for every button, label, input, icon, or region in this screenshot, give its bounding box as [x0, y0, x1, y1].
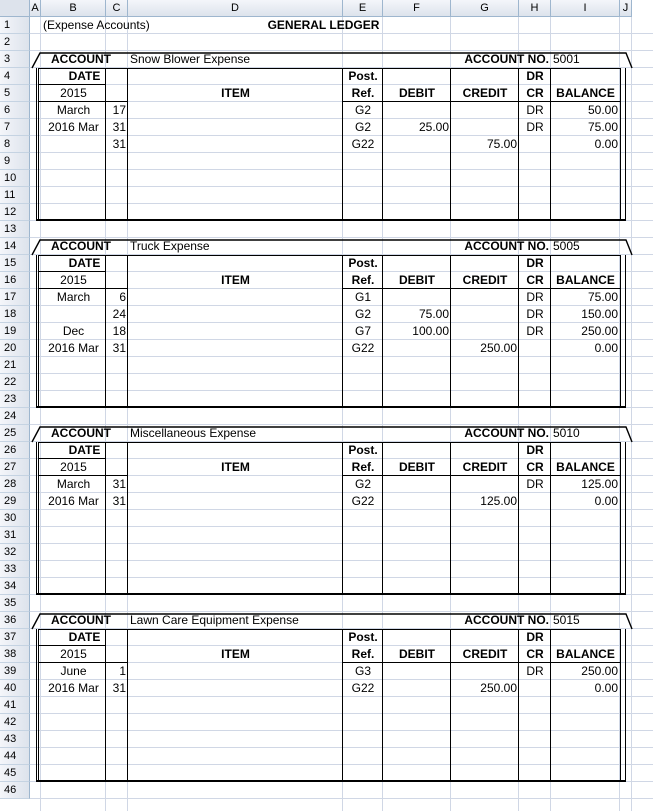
entry-month[interactable]: Dec	[62, 324, 85, 338]
column-header-d[interactable]: D	[128, 0, 343, 17]
ledger-border	[518, 255, 519, 406]
ledger-border	[342, 288, 620, 289]
account-name[interactable]: Truck Expense	[130, 239, 210, 253]
sheet-title[interactable]: GENERAL LEDGER	[267, 18, 380, 32]
entry-drcr[interactable]: DR	[526, 664, 544, 678]
entry-post-ref[interactable]: G22	[351, 341, 375, 355]
row-header[interactable]: 28	[0, 476, 30, 493]
ledger-border	[342, 101, 620, 102]
row-header[interactable]: 34	[0, 578, 30, 595]
entry-balance[interactable]: 75.00	[587, 290, 618, 304]
ledger-border	[620, 68, 621, 221]
entry-day[interactable]: 24	[112, 307, 126, 321]
ledger-border	[550, 255, 551, 406]
row-header[interactable]: 5	[0, 85, 30, 102]
entry-balance[interactable]: 0.00	[594, 137, 618, 151]
row-header[interactable]: 39	[0, 663, 30, 680]
ledger-border	[382, 442, 383, 593]
year-cell[interactable]: 2015	[60, 647, 87, 661]
row-header[interactable]: 35	[0, 595, 30, 612]
row-header[interactable]: 8	[0, 136, 30, 153]
ledger-border	[36, 442, 37, 595]
row-header[interactable]: 30	[0, 510, 30, 527]
row-header[interactable]: 43	[0, 731, 30, 748]
post-header[interactable]: Post.	[348, 69, 378, 83]
row-header[interactable]: 32	[0, 544, 30, 561]
entry-post-ref[interactable]: G7	[354, 324, 371, 338]
account-number[interactable]: 5015	[553, 613, 580, 627]
sheet-subtitle[interactable]: (Expense Accounts)	[43, 18, 150, 32]
entry-debit[interactable]: 100.00	[412, 324, 449, 338]
row-header[interactable]: 20	[0, 340, 30, 357]
ledger-border	[36, 406, 626, 408]
entry-day[interactable]: 31	[112, 137, 126, 151]
row-header[interactable]: 10	[0, 170, 30, 187]
ledger-border	[342, 442, 343, 593]
entry-post-ref[interactable]: G22	[351, 137, 375, 151]
ledger-border	[625, 68, 626, 221]
ref-header[interactable]: Ref.	[351, 86, 375, 100]
column-header-i[interactable]: I	[551, 0, 620, 17]
cr-header[interactable]: CR	[526, 460, 544, 474]
credit-header[interactable]: CREDIT	[462, 460, 508, 474]
entry-day[interactable]: 18	[112, 324, 126, 338]
ledger-border	[620, 255, 621, 408]
row-header[interactable]: 18	[0, 306, 30, 323]
row-header[interactable]: 12	[0, 204, 30, 221]
column-header-a[interactable]: A	[30, 0, 41, 17]
row-header[interactable]: 4	[0, 68, 30, 85]
row-header[interactable]: 26	[0, 442, 30, 459]
entry-balance[interactable]: 0.00	[594, 341, 618, 355]
entry-balance[interactable]: 0.00	[594, 681, 618, 695]
ledger-border	[450, 255, 451, 406]
debit-header[interactable]: DEBIT	[399, 647, 435, 661]
item-header[interactable]: ITEM	[221, 460, 250, 474]
entry-balance[interactable]: 150.00	[581, 307, 618, 321]
debit-header[interactable]: DEBIT	[399, 273, 435, 287]
column-header-b[interactable]: B	[41, 0, 106, 17]
ledger-border	[550, 68, 551, 219]
column-header-f[interactable]: F	[383, 0, 451, 17]
row-header[interactable]: 29	[0, 493, 30, 510]
entry-balance[interactable]: 50.00	[587, 103, 618, 117]
ledger-border	[382, 255, 383, 406]
entry-post-ref[interactable]: G1	[354, 290, 371, 304]
ledger-border	[38, 255, 620, 256]
ledger-border	[127, 442, 128, 593]
ref-header[interactable]: Ref.	[351, 647, 375, 661]
cr-header[interactable]: CR	[526, 273, 544, 287]
column-header-c[interactable]: C	[106, 0, 128, 17]
row-header[interactable]: 9	[0, 153, 30, 170]
row-header[interactable]: 7	[0, 119, 30, 136]
ledger-border	[625, 255, 626, 408]
date-header[interactable]: DATE	[68, 630, 101, 644]
entry-post-ref[interactable]: G22	[351, 681, 375, 695]
ref-header[interactable]: Ref.	[351, 460, 375, 474]
entry-debit[interactable]: 75.00	[418, 307, 449, 321]
account-name[interactable]: Miscellaneous Expense	[130, 426, 257, 440]
row-header[interactable]: 25	[0, 425, 30, 442]
account-label[interactable]: ACCOUNT	[51, 52, 111, 66]
account-number-label[interactable]: ACCOUNT NO.	[464, 426, 549, 440]
account-number[interactable]: 5001	[553, 52, 580, 66]
entry-day[interactable]: 31	[112, 681, 126, 695]
row-header[interactable]: 14	[0, 238, 30, 255]
row-header[interactable]: 46	[0, 782, 30, 799]
entry-balance[interactable]: 75.00	[587, 120, 618, 134]
account-name[interactable]: Snow Blower Expense	[130, 52, 251, 66]
ledger-border	[38, 288, 128, 289]
debit-header[interactable]: DEBIT	[399, 86, 435, 100]
row-header[interactable]: 22	[0, 374, 30, 391]
account-label[interactable]: ACCOUNT	[51, 613, 111, 627]
row-header[interactable]: 19	[0, 323, 30, 340]
select-all-corner[interactable]	[0, 0, 30, 17]
ledger-border	[38, 84, 106, 85]
ledger-border	[38, 442, 620, 443]
ledger-border	[38, 458, 106, 459]
entry-post-ref[interactable]: G2	[354, 477, 371, 491]
ledger-border	[382, 629, 383, 780]
ledger-border	[518, 442, 519, 593]
year-cell[interactable]: 2015	[60, 86, 87, 100]
row-header[interactable]: 17	[0, 289, 30, 306]
row-header[interactable]: 23	[0, 391, 30, 408]
entry-month[interactable]: March	[56, 290, 91, 304]
account-label[interactable]: ACCOUNT	[51, 426, 111, 440]
ledger-border	[342, 68, 343, 219]
entry-day[interactable]: 31	[112, 494, 126, 508]
entry-day[interactable]: 31	[112, 477, 126, 491]
ledger-border	[620, 442, 621, 595]
row-header[interactable]: 3	[0, 51, 30, 68]
ledger-border	[38, 629, 39, 782]
account-number-label[interactable]: ACCOUNT NO.	[464, 239, 549, 253]
account-number-label[interactable]: ACCOUNT NO.	[464, 52, 549, 66]
row-header[interactable]: 13	[0, 221, 30, 238]
row-header[interactable]: 40	[0, 680, 30, 697]
row-header[interactable]: 37	[0, 629, 30, 646]
ledger-border	[38, 68, 620, 69]
entry-credit[interactable]: 75.00	[486, 137, 517, 151]
ledger-border	[36, 629, 37, 782]
date-header[interactable]: DATE	[68, 443, 101, 457]
row-header[interactable]: 33	[0, 561, 30, 578]
entry-credit[interactable]: 125.00	[480, 494, 517, 508]
credit-header[interactable]: CREDIT	[462, 647, 508, 661]
ledger-border	[550, 629, 551, 780]
ledger-border	[105, 442, 106, 593]
year-cell[interactable]: 2015	[60, 460, 87, 474]
entry-drcr[interactable]: DR	[526, 307, 544, 321]
ledger-border	[38, 645, 106, 646]
item-header[interactable]: ITEM	[221, 273, 250, 287]
year-cell[interactable]: 2015	[60, 273, 87, 287]
ledger-border	[342, 629, 343, 780]
debit-header[interactable]: DEBIT	[399, 460, 435, 474]
ledger-border	[38, 629, 620, 630]
ledger-border	[518, 68, 519, 219]
entry-day[interactable]: 1	[119, 664, 126, 678]
entry-drcr[interactable]: DR	[526, 477, 544, 491]
dr-header[interactable]: DR	[526, 69, 544, 83]
row-header[interactable]: 1	[0, 17, 30, 34]
entry-day[interactable]: 6	[119, 290, 126, 304]
entry-month[interactable]: 2016 Mar	[48, 681, 99, 695]
account-number[interactable]: 5005	[553, 239, 580, 253]
row-header[interactable]: 21	[0, 357, 30, 374]
credit-header[interactable]: CREDIT	[462, 273, 508, 287]
ledger-border	[518, 629, 519, 780]
entry-balance[interactable]: 250.00	[581, 664, 618, 678]
ledger-border	[342, 475, 620, 476]
gridline-col	[631, 17, 632, 811]
ref-header[interactable]: Ref.	[351, 273, 375, 287]
ledger-border	[450, 629, 451, 780]
column-header-h[interactable]: H	[519, 0, 551, 17]
ledger-border	[105, 68, 106, 219]
ledger-border	[127, 255, 128, 406]
ledger-border	[625, 442, 626, 595]
entry-post-ref[interactable]: G3	[354, 664, 371, 678]
row-header[interactable]: 11	[0, 187, 30, 204]
entry-drcr[interactable]: DR	[526, 324, 544, 338]
balance-header[interactable]: BALANCE	[556, 86, 615, 100]
ledger-border	[550, 442, 551, 593]
ledger-border	[36, 68, 37, 221]
entry-day[interactable]: 31	[112, 120, 126, 134]
ledger-border	[105, 255, 106, 406]
date-header[interactable]: DATE	[68, 69, 101, 83]
row-header[interactable]: 38	[0, 646, 30, 663]
ledger-border	[127, 629, 128, 780]
row-header[interactable]: 15	[0, 255, 30, 272]
row-header[interactable]: 6	[0, 102, 30, 119]
row-header[interactable]: 44	[0, 748, 30, 765]
cr-header[interactable]: CR	[526, 86, 544, 100]
ledger-border	[127, 68, 128, 219]
ledger-border	[36, 219, 626, 221]
ledger-border	[450, 442, 451, 593]
row-header[interactable]: 27	[0, 459, 30, 476]
dr-header[interactable]: DR	[526, 630, 544, 644]
ledger-border	[38, 101, 128, 102]
row-header[interactable]: 36	[0, 612, 30, 629]
cr-header[interactable]: CR	[526, 647, 544, 661]
column-header-e[interactable]: E	[343, 0, 383, 17]
dr-header[interactable]: DR	[526, 443, 544, 457]
ledger-border	[38, 475, 128, 476]
row-header[interactable]: 41	[0, 697, 30, 714]
date-header[interactable]: DATE	[68, 256, 101, 270]
balance-header[interactable]: BALANCE	[556, 273, 615, 287]
ledger-border	[36, 255, 37, 408]
ledger-border	[38, 271, 106, 272]
entry-drcr[interactable]: DR	[526, 103, 544, 117]
entry-drcr[interactable]: DR	[526, 290, 544, 304]
ledger-border	[38, 442, 39, 595]
account-number-label[interactable]: ACCOUNT NO.	[464, 613, 549, 627]
post-header[interactable]: Post.	[348, 256, 378, 270]
ledger-border	[342, 662, 620, 663]
ledger-border	[105, 629, 106, 780]
entry-balance[interactable]: 250.00	[581, 324, 618, 338]
row-header[interactable]: 24	[0, 408, 30, 425]
entry-balance[interactable]: 0.00	[594, 494, 618, 508]
ledger-border	[625, 629, 626, 782]
entry-debit[interactable]: 25.00	[418, 120, 449, 134]
row-header[interactable]: 45	[0, 765, 30, 782]
balance-header[interactable]: BALANCE	[556, 647, 615, 661]
dr-header[interactable]: DR	[526, 256, 544, 270]
ledger-border	[36, 593, 626, 595]
entry-post-ref[interactable]: G2	[354, 307, 371, 321]
entry-post-ref[interactable]: G2	[354, 120, 371, 134]
ledger-border	[36, 780, 626, 782]
ledger-border	[342, 255, 343, 406]
post-header[interactable]: Post.	[348, 630, 378, 644]
row-header[interactable]: 16	[0, 272, 30, 289]
ledger-border	[382, 68, 383, 219]
item-header[interactable]: ITEM	[221, 647, 250, 661]
row-header[interactable]: 42	[0, 714, 30, 731]
ledger-border	[620, 629, 621, 782]
ledger-border	[38, 255, 39, 408]
account-label[interactable]: ACCOUNT	[51, 239, 111, 253]
column-header-j[interactable]: J	[620, 0, 632, 17]
entry-day[interactable]: 31	[112, 341, 126, 355]
entry-credit[interactable]: 250.00	[480, 341, 517, 355]
column-header-g[interactable]: G	[451, 0, 519, 17]
entry-month[interactable]: 2016 Mar	[48, 341, 99, 355]
balance-header[interactable]: BALANCE	[556, 460, 615, 474]
entry-post-ref[interactable]: G22	[351, 494, 375, 508]
item-header[interactable]: ITEM	[221, 86, 250, 100]
credit-header[interactable]: CREDIT	[462, 86, 508, 100]
account-name[interactable]: Lawn Care Equipment Expense	[130, 613, 299, 627]
ledger-border	[450, 68, 451, 219]
entry-credit[interactable]: 250.00	[480, 681, 517, 695]
entry-month[interactable]: March	[56, 103, 91, 117]
row-header[interactable]: 31	[0, 527, 30, 544]
entry-month[interactable]: March	[56, 477, 91, 491]
entry-month[interactable]: 2016 Mar	[48, 120, 99, 134]
account-number[interactable]: 5010	[553, 426, 580, 440]
entry-balance[interactable]: 125.00	[581, 477, 618, 491]
row-header[interactable]: 2	[0, 34, 30, 51]
post-header[interactable]: Post.	[348, 443, 378, 457]
ledger-border	[38, 68, 39, 221]
entry-drcr[interactable]: DR	[526, 120, 544, 134]
entry-month[interactable]: June	[60, 664, 87, 678]
entry-day[interactable]: 17	[112, 103, 126, 117]
entry-post-ref[interactable]: G2	[354, 103, 371, 117]
ledger-border	[38, 662, 128, 663]
entry-month[interactable]: 2016 Mar	[48, 494, 99, 508]
